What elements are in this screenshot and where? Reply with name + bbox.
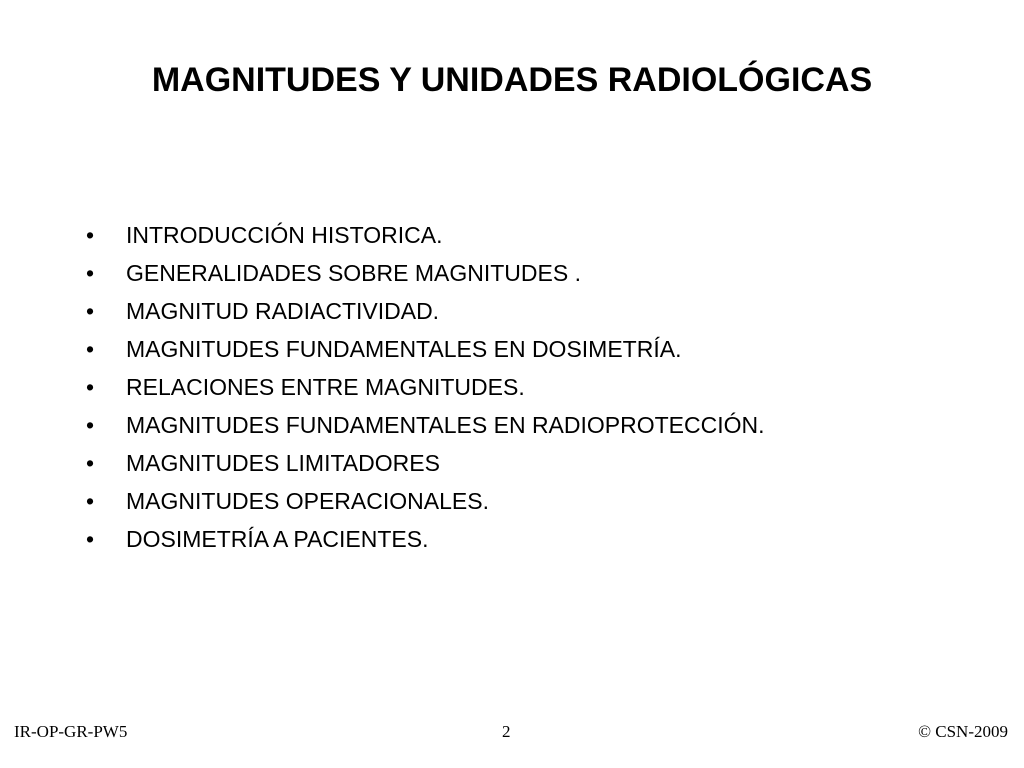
bullet-list bbox=[86, 216, 765, 558]
bullet-icon: • bbox=[86, 488, 95, 514]
list-item bbox=[86, 520, 765, 558]
footer-document-code: IR-OP-GR-PW5 bbox=[14, 722, 128, 741]
bullet-icon: • bbox=[86, 222, 95, 248]
bullet-icon: • bbox=[86, 450, 95, 476]
bullet-icon: • bbox=[86, 336, 95, 362]
list-item-text: DOSIMETRÍA A PACIENTES. bbox=[126, 526, 429, 552]
footer-page-number: 2 bbox=[502, 722, 511, 741]
list-item bbox=[86, 292, 765, 330]
list-item-text: INTRODUCCIÓN HISTORICA. bbox=[126, 222, 443, 248]
bullet-icon: • bbox=[86, 526, 95, 552]
list-item-text: MAGNITUDES FUNDAMENTALES EN DOSIMETRÍA. bbox=[126, 336, 682, 362]
list-item-text: MAGNITUDES OPERACIONALES. bbox=[126, 488, 489, 514]
bullet-icon: • bbox=[86, 412, 95, 438]
list-item bbox=[86, 444, 765, 482]
list-item-text: MAGNITUD RADIACTIVIDAD. bbox=[126, 298, 440, 324]
list-item bbox=[86, 482, 765, 520]
footer-copyright: © CSN-2009 bbox=[918, 722, 1008, 741]
bullet-icon: • bbox=[86, 260, 95, 286]
list-item-text: MAGNITUDES LIMITADORES bbox=[126, 450, 440, 476]
list-item-text: MAGNITUDES FUNDAMENTALES EN RADIOPROTECCIÓN. bbox=[126, 412, 765, 438]
list-item-text: GENERALIDADES SOBRE MAGNITUDES . bbox=[126, 260, 581, 286]
list-item bbox=[86, 254, 765, 292]
list-item bbox=[86, 406, 765, 444]
bullet-icon: • bbox=[86, 374, 95, 400]
list-item bbox=[86, 330, 765, 368]
list-item bbox=[86, 216, 765, 254]
list-item bbox=[86, 368, 765, 406]
slide-title: MAGNITUDES Y UNIDADES RADIOLÓGICAS bbox=[151, 61, 873, 99]
bullet-icon: • bbox=[86, 298, 95, 324]
list-item-text: RELACIONES ENTRE MAGNITUDES. bbox=[126, 374, 525, 400]
